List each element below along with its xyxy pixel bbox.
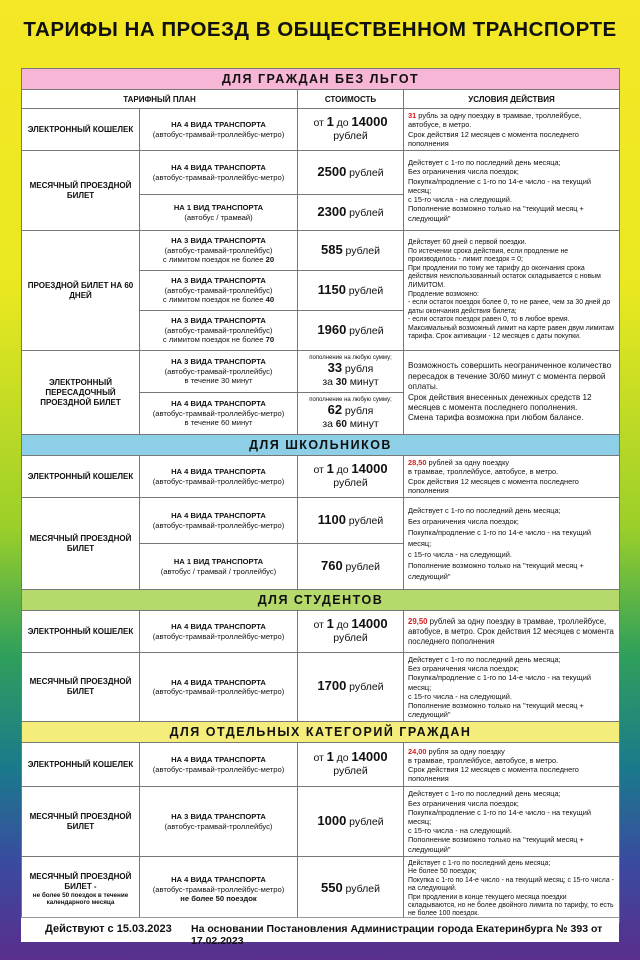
section-title: ДЛЯ ГРАЖДАН БЕЗ ЛЬГОТ bbox=[22, 69, 620, 90]
price-value: 550 рублей bbox=[298, 856, 404, 922]
price-value: 585 рублей bbox=[298, 231, 404, 271]
plan-variant: НА 4 ВИДА ТРАНСПОРТА (автобус-трамвай-троллейбус-метро) bbox=[140, 743, 298, 787]
plan-name: ПРОЕЗДНОЙ БИЛЕТ НА 60 ДНЕЙ bbox=[22, 231, 140, 351]
table-row bbox=[22, 787, 620, 856]
table-row bbox=[22, 456, 620, 498]
price-value: 1100 рублей bbox=[298, 498, 404, 544]
column-headers bbox=[22, 90, 620, 109]
plan-variant: НА 4 ВИДА ТРАНСПОРТА (автобус-трамвай-троллейбус-метро) bbox=[140, 653, 298, 722]
conditions-text: 31 рубль за одну поездку в трамвае, троллейбусе, автобусе, в метро. Срок действия 12 месяцев с момента последнего пополнения bbox=[404, 109, 620, 151]
valid-from: Действуют с 15.03.2023 bbox=[45, 923, 172, 935]
price-value: 2300 рублей bbox=[298, 195, 404, 231]
plan-variant: НА 3 ВИДА ТРАНСПОРТА (автобус-трамвай-троллейбус) с лимитом поездок не более 20 bbox=[140, 231, 298, 271]
plan-name: ЭЛЕКТРОННЫЙ КОШЕЛЕК bbox=[22, 109, 140, 151]
conditions-text: Действует с 1-го по последний день месяца; Без ограничения числа поездок; Покупка/продление с 1-го по 14-е число - на текущий месяц; с 15-го числа - на следующий. Пополнение возможно только на "текущий месяц + следующий" bbox=[404, 787, 620, 856]
plan-variant: НА 4 ВИДА ТРАНСПОРТА (автобус-трамвай-троллейбус-метро) в течение 60 минут bbox=[140, 393, 298, 435]
conditions-text: Действует с 1-го по последний день месяца; Без ограничения числа поездок; Покупка/продление с 1-го по 14-е число - на текущий месяц; с 15-го числа - на следующий. Пополнение возможно только на "текущий месяц + следующий" bbox=[404, 653, 620, 722]
plan-name: МЕСЯЧНЫЙ ПРОЕЗДНОЙ БИЛЕТ - не более 50 поездок в течение календарного месяца bbox=[22, 856, 140, 922]
plan-variant: НА 3 ВИДА ТРАНСПОРТА (автобус-трамвай-троллейбус) с лимитом поездок не более 70 bbox=[140, 311, 298, 351]
conditions-text: 29,50 рублей за одну поездку в трамвае, троллейбусе, автобусе, в метро. Срок действия 12 месяцев с момента последнего пополнения bbox=[404, 611, 620, 653]
table-row bbox=[22, 611, 620, 653]
plan-name: ЭЛЕКТРОННЫЙ КОШЕЛЕК bbox=[22, 743, 140, 787]
section-title: ДЛЯ ШКОЛЬНИКОВ bbox=[22, 435, 620, 456]
plan-name: МЕСЯЧНЫЙ ПРОЕЗДНОЙ БИЛЕТ bbox=[22, 151, 140, 231]
conditions-text: Действует с 1-го по последний день месяца; Без ограничения числа поездок; Покупка/продление с 1-го по 14-е число - на текущий месяц; с 15-го числа - на следующий. Пополнение возможно только на "текущий месяц + следующий" bbox=[404, 498, 620, 590]
header-plan: ТАРИФНЫЙ ПЛАН bbox=[22, 90, 298, 109]
plan-name: ЭЛЕКТРОННЫЙ ПЕРЕСАДОЧНЫЙ ПРОЕЗДНОЙ БИЛЕТ bbox=[22, 351, 140, 435]
section-title: ДЛЯ СТУДЕНТОВ bbox=[22, 590, 620, 611]
table-row bbox=[22, 653, 620, 722]
price-range: от 1 до 14000 рублей bbox=[298, 743, 404, 787]
footer bbox=[21, 917, 619, 947]
conditions-text: 28,50 рублей за одну поездку в трамвае, троллейбусе, автобусе, в метро. Срок действия 12 месяцев с момента последнего пополнения bbox=[404, 456, 620, 498]
legal-basis: На основании Постановления Администрации города Екатеринбурга № 393 от 17.02.2023 bbox=[191, 923, 603, 947]
plan-variant: НА 3 ВИДА ТРАНСПОРТА (автобус-трамвай-троллейбус) с лимитом поездок не более 40 bbox=[140, 271, 298, 311]
tariff-table bbox=[21, 68, 620, 923]
price-value: пополнение на любую сумму; 62 рубля за 60 минут bbox=[298, 393, 404, 435]
plan-variant: НА 4 ВИДА ТРАНСПОРТА (автобус-трамвай-троллейбус-метро) bbox=[140, 109, 298, 151]
table-row bbox=[22, 856, 620, 922]
conditions-text: Действует 60 дней с первой поездки. По истечении срока действия, если продление не производилось - лимит поездок = 0; При продлении по тому же тарифу до окончания срока действия неиспользованный остаток складывается с новым ЛИМИТОМ. Продление возможно: - если остаток поездок более 0, то не ранее, чем за 30 дней до даты окончания действия билета; - если остаток поездок равен 0, то в любое время. Максимальный возможный лимит на карте равен двум лимитам тарифа. Срок активации - 12 месяцев с даты покупки. bbox=[404, 231, 620, 351]
price-value: 1960 рублей bbox=[298, 311, 404, 351]
page-title: ТАРИФЫ НА ПРОЕЗД В ОБЩЕСТВЕННОМ ТРАНСПОРТЕ bbox=[23, 18, 617, 41]
price-value: 2500 рублей bbox=[298, 151, 404, 195]
plan-variant: НА 4 ВИДА ТРАНСПОРТА (автобус-трамвай-троллейбус-метро) bbox=[140, 611, 298, 653]
plan-variant: НА 3 ВИДА ТРАНСПОРТА (автобус-трамвай-троллейбус) в течение 30 минут bbox=[140, 351, 298, 393]
table-row bbox=[22, 351, 620, 393]
table-row bbox=[22, 743, 620, 787]
price-range: от 1 до 14000 рублей bbox=[298, 611, 404, 653]
header-conditions: УСЛОВИЯ ДЕЙСТВИЯ bbox=[404, 90, 620, 109]
plan-name: ЭЛЕКТРОННЫЙ КОШЕЛЕК bbox=[22, 611, 140, 653]
section-header-2 bbox=[22, 435, 620, 456]
plan-name: МЕСЯЧНЫЙ ПРОЕЗДНОЙ БИЛЕТ bbox=[22, 653, 140, 722]
table-row bbox=[22, 109, 620, 151]
header-cost: СТОИМОСТЬ bbox=[298, 90, 404, 109]
conditions-text: Возможность совершить неограниченное количество пересадок в течение 30/60 минут с момента первой оплаты. Срок действия внесенных денежных средств 12 месяцев с момента последнего пополнения. Смена тарифа возможна при любом балансе. bbox=[404, 351, 620, 435]
plan-variant: НА 1 ВИД ТРАНСПОРТА (автобус / трамвай) bbox=[140, 195, 298, 231]
table-row bbox=[22, 498, 620, 544]
section-header-4 bbox=[22, 722, 620, 743]
conditions-text: Действует с 1-го по последний день месяца; Не более 50 поездок; Покупка с 1-го по 14-е число - на текущий месяц; с 15-го числа - на следующий. При продлении в конце текущего месяца поездки складываются, но не более двойного лимита по тарифу, то есть не более 100 поездок. bbox=[404, 856, 620, 922]
section-header-1 bbox=[22, 69, 620, 90]
plan-variant: НА 3 ВИДА ТРАНСПОРТА (автобус-трамвай-троллейбус) bbox=[140, 787, 298, 856]
price-value: 1000 рублей bbox=[298, 787, 404, 856]
plan-variant: НА 4 ВИДА ТРАНСПОРТА (автобус-трамвай-троллейбус-метро) не более 50 поездок bbox=[140, 856, 298, 922]
price-value: 760 рублей bbox=[298, 544, 404, 590]
conditions-text: 24,00 рубля за одну поездку в трамвае, троллейбусе, автобусе, в метро. Срок действия 12 месяцев с момента последнего пополнения bbox=[404, 743, 620, 787]
section-title: ДЛЯ ОТДЕЛЬНЫХ КАТЕГОРИЙ ГРАЖДАН bbox=[22, 722, 620, 743]
plan-variant: НА 4 ВИДА ТРАНСПОРТА (автобус-трамвай-троллейбус-метро) bbox=[140, 151, 298, 195]
price-range: от 1 до 14000 рублей bbox=[298, 109, 404, 151]
plan-name: МЕСЯЧНЫЙ ПРОЕЗДНОЙ БИЛЕТ bbox=[22, 498, 140, 590]
conditions-text: Действует с 1-го по последний день месяца; Без ограничения числа поездок; Покупка/продление с 1-го по 14-е число - на текущий месяц; с 15-го числа - на следующий. Пополнение возможно только на "текущий месяц + следующий" bbox=[404, 151, 620, 231]
plan-variant: НА 1 ВИД ТРАНСПОРТА (автобус / трамвай / троллейбус) bbox=[140, 544, 298, 590]
section-header-3 bbox=[22, 590, 620, 611]
tariff-board bbox=[21, 68, 619, 942]
table-row bbox=[22, 151, 620, 195]
table-row bbox=[22, 231, 620, 271]
price-value: 1150 рублей bbox=[298, 271, 404, 311]
plan-variant: НА 4 ВИДА ТРАНСПОРТА (автобус-трамвай-троллейбус-метро) bbox=[140, 456, 298, 498]
plan-variant: НА 4 ВИДА ТРАНСПОРТА (автобус-трамвай-троллейбус-метро) bbox=[140, 498, 298, 544]
plan-name: МЕСЯЧНЫЙ ПРОЕЗДНОЙ БИЛЕТ bbox=[22, 787, 140, 856]
plan-name: ЭЛЕКТРОННЫЙ КОШЕЛЕК bbox=[22, 456, 140, 498]
price-value: пополнение на любую сумму; 33 рубля за 30 минут bbox=[298, 351, 404, 393]
price-range: от 1 до 14000 рублей bbox=[298, 456, 404, 498]
price-value: 1700 рублей bbox=[298, 653, 404, 722]
